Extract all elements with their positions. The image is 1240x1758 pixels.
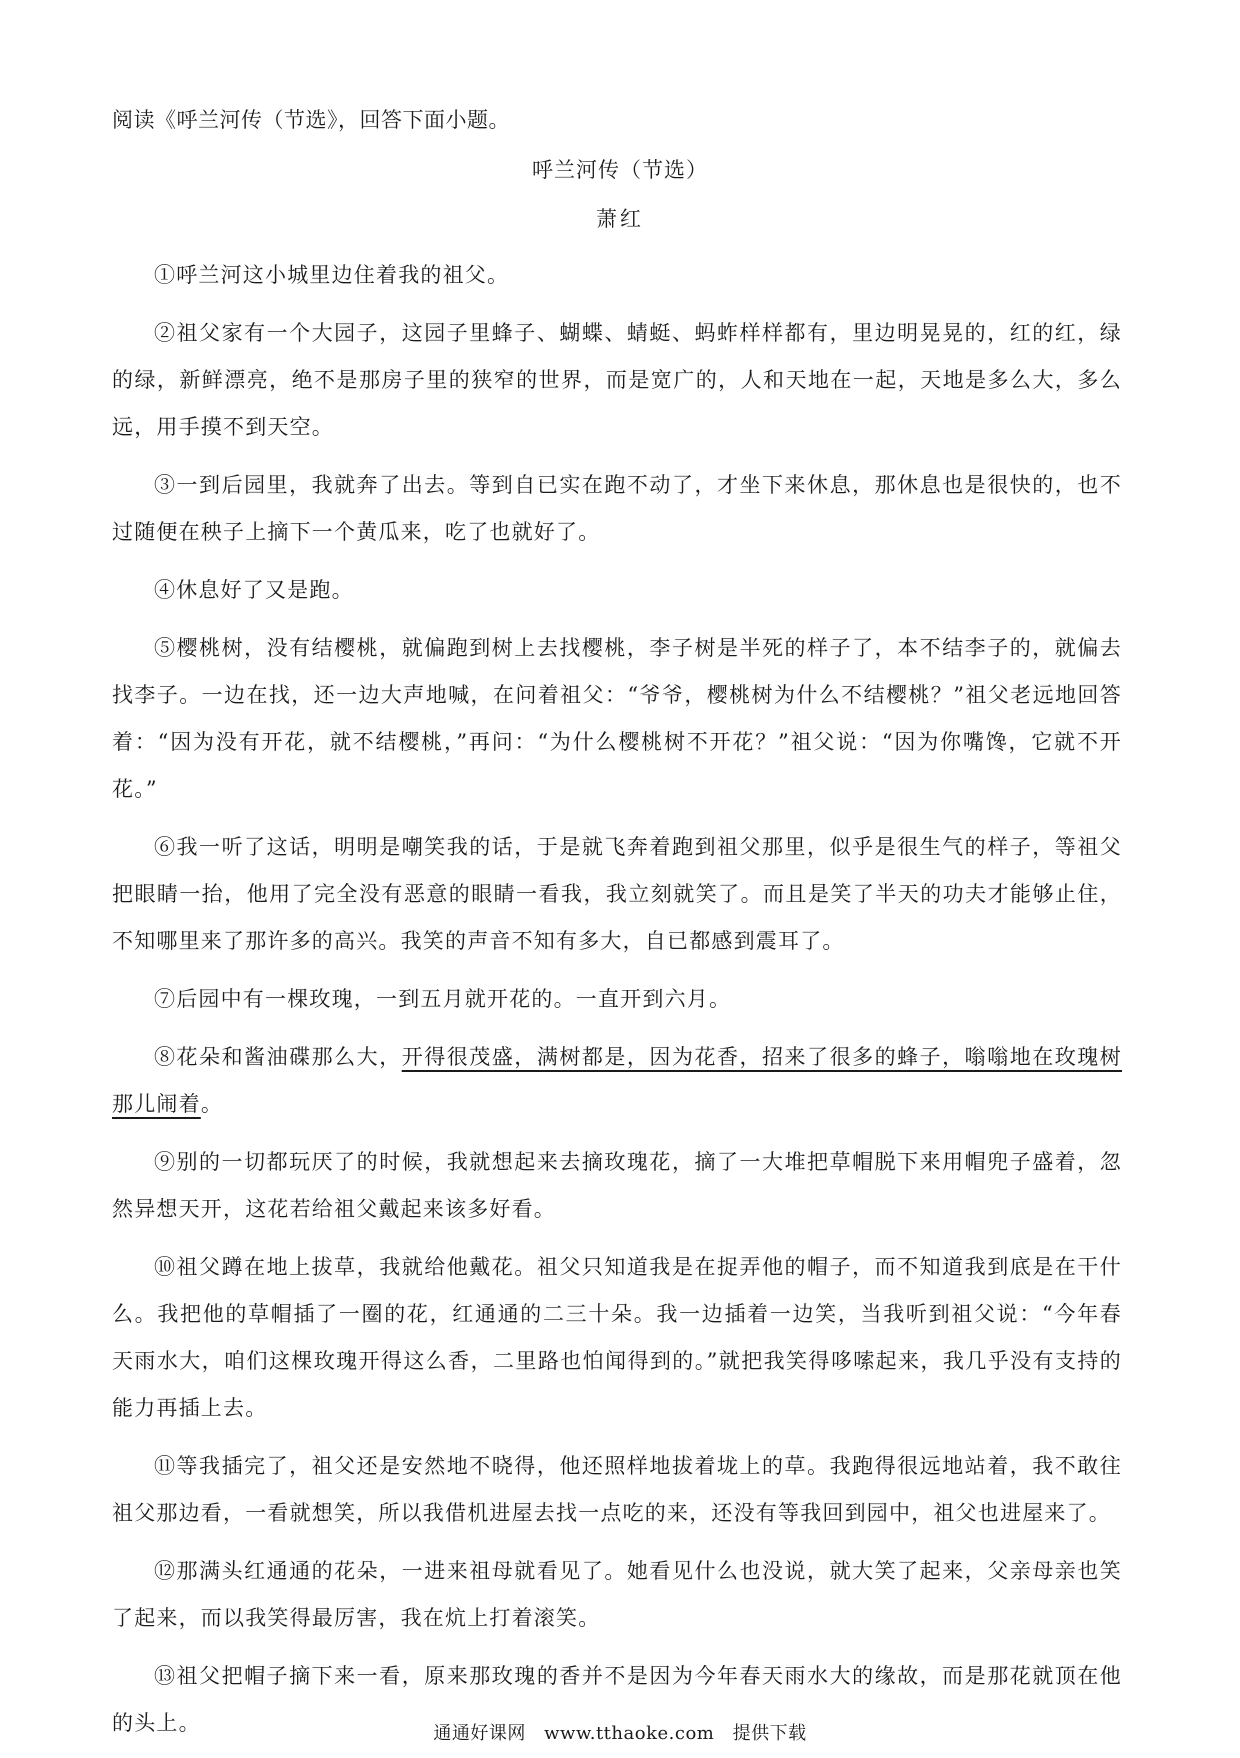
paragraph-text: 那满头红通通的花朵，一进来祖母就看见了。她看见什么也没说，就大笑了起来，父亲母亲也笑了起来，而以我笑得最厉害，我在炕上打着滚笑。 xyxy=(112,1559,1122,1630)
paragraph-7 xyxy=(112,976,1122,1023)
paragraph-number: ⑪ xyxy=(154,1454,177,1478)
footer-suffix: 提供下载 xyxy=(732,1723,807,1744)
paragraph-text: 后园中有一棵玫瑰，一到五月就开花的。一直开到六月。 xyxy=(176,987,732,1011)
paragraph-9 xyxy=(112,1139,1122,1233)
paragraph-number: ⑥ xyxy=(154,835,177,859)
paragraph-text: 祖父家有一个大园子，这园子里蜂子、蝴蝶、蜻蜓、蚂蚱样样都有，里边明晃晃的，红的红，绿的绿，新鲜漂亮，绝不是那房子里的狭窄的世界，而是宽广的，人和天地在一起，天地是多么大，多么远，用手摸不到天空。 xyxy=(112,321,1122,439)
paragraph-number: ① xyxy=(154,263,177,287)
paragraph-text: 我一听了这话，明明是嘲笑我的话，于是就飞奔着跑到祖父那里，似乎是很生气的样子，等祖父把眼睛一抬，他用了完全没有恶意的眼睛一看我，我立刻就笑了。而且是笑了半天的功夫才能够止住，不知哪里来了那许多的高兴。我笑的声音不知有多大，自已都感到震耳了。 xyxy=(112,835,1122,953)
paragraph-5 xyxy=(112,625,1122,813)
question-intro: 阅读《呼兰河传（节选》，回答下面小题。 xyxy=(112,108,510,132)
paragraph-text: 休息好了又是跑。 xyxy=(176,578,354,602)
paragraph-number: ⑬ xyxy=(154,1664,177,1688)
paragraph-8 xyxy=(112,1034,1122,1128)
paragraph-4 xyxy=(112,567,1122,614)
paragraph-text: 祖父把帽子摘下来一看，原来那玫瑰的香并不是因为今年春天雨水大的缘故，而是那花就顶在他的头上。 xyxy=(112,1664,1122,1735)
page-footer xyxy=(0,1720,1240,1748)
passage-body xyxy=(112,252,1122,1758)
footer-site-url[interactable]: www.tthaoke.com xyxy=(544,1723,715,1744)
paragraph-text: 等我插完了，祖父还是安然地不晓得，他还照样地拔着垅上的草。我跑得很远地站着，我不敢往祖父那边看，一看就想笑，所以我借机进屋去找一点吃的来，还没有等我回到园中，祖父也进屋来了。 xyxy=(112,1454,1122,1525)
paragraph-text: 。 xyxy=(200,1092,224,1116)
paragraph-text: 一到后园里，我就奔了出去。等到自已实在跑不动了，才坐下来休息，那休息也是很快的，也不过随便在秧子上摘下一个黄瓜来，吃了也就好了。 xyxy=(112,473,1122,544)
paragraph-11 xyxy=(112,1443,1122,1537)
paragraph-text: 呼兰河这小城里边住着我的祖父。 xyxy=(176,263,510,287)
paragraph-number: ⑩ xyxy=(154,1255,177,1279)
paragraph-text: 祖父蹲在地上拔草，我就给他戴花。祖父只知道我是在捉弄他的帽子，而不知道我到底是在干什么。我把他的草帽插了一圈的花，红通通的二三十朵。我一边插着一边笑，当我听到祖父说：“今年春天雨水大，咱们这棵玫瑰开得这么香，二里路也怕闻得到的。”就把我笑得哆嗦起来，我几乎没有支持的能力再插上去。 xyxy=(112,1255,1122,1420)
paragraph-number: ⑧ xyxy=(154,1045,177,1069)
paragraph-text: 别的一切都玩厌了的时候，我就想起来去摘玫瑰花，摘了一大堆把草帽脱下来用帽兜子盛着，忽然异想天开，这花若给祖父戴起来该多好看。 xyxy=(112,1150,1122,1221)
paragraph-number: ④ xyxy=(154,578,177,602)
paragraph-number: ② xyxy=(154,321,177,345)
paragraph-6 xyxy=(112,824,1122,965)
paragraph-10 xyxy=(112,1244,1122,1432)
paragraph-number: ⑨ xyxy=(154,1150,177,1174)
footer-site-name: 通通好课网 xyxy=(433,1723,526,1744)
paragraph-3 xyxy=(112,462,1122,556)
paragraph-number: ⑤ xyxy=(154,636,177,660)
underlined-sentence: 开得很茂盛，满树都是，因为花香，招来了很多的蜂子，嗡嗡地在玫瑰树那儿闹着 xyxy=(112,1045,1122,1116)
paragraph-number: ⑦ xyxy=(154,987,177,1011)
paragraph-number: ③ xyxy=(154,473,177,497)
paragraph-text: 樱桃树，没有结樱桃，就偏跑到树上去找樱桃，李子树是半死的样子了，本不结李子的，就偏去找李子。一边在找，还一边大声地喊，在问着祖父：“爷爷，樱桃树为什么不结樱桃？”祖父老远地回答着：“因为没有开花，就不结樱桃，”再问：“为什么樱桃树不开花？”祖父说：“因为你嘴馋，它就不开花。” xyxy=(112,636,1122,801)
paragraph-2 xyxy=(112,310,1122,451)
passage-title: 呼兰河传（节选） xyxy=(532,158,708,182)
paragraph-12 xyxy=(112,1548,1122,1642)
paragraph-text: 花朵和酱油碟那么大， xyxy=(176,1045,402,1069)
passage-author: 萧红 xyxy=(596,207,644,231)
paragraph-number: ⑫ xyxy=(154,1559,177,1583)
paragraph-1 xyxy=(112,252,1122,299)
